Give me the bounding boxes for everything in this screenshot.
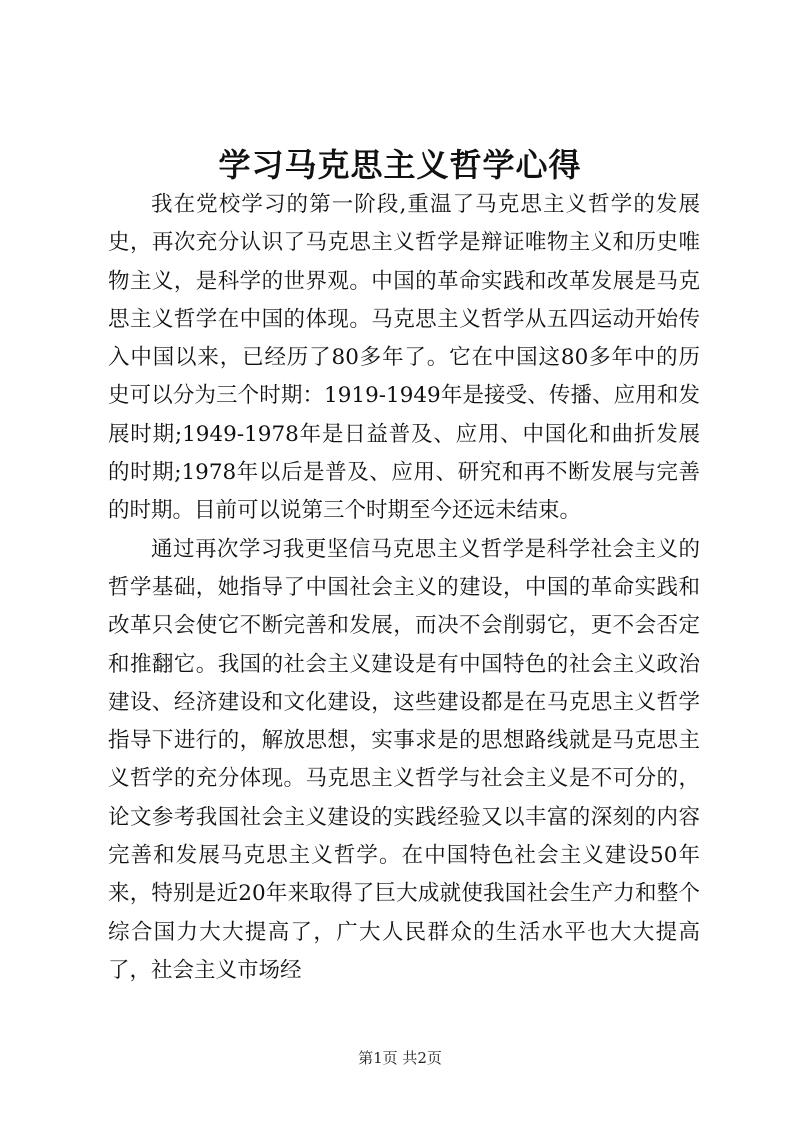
document-title: 学习马克思主义哲学心得	[218, 146, 582, 184]
paragraph-1: 我在党校学习的第一阶段,重温了马克思主义哲学的发展史，再次充分认识了马克思主义哲学是辩证唯物主义和历史唯物主义，是科学的世界观。中国的革命实践和改革发展是马克思主义哲学在中国的体现。马克思主义哲学从五四运动开始传入中国以来，已经历了80多年了。它在中国这80多年中的历史可以分为三个时期：1919-1949年是接受、传播、应用和发展时期;1949-1978年是日益普及、应用、中国化和曲折发展的时期;1978年以后是普及、应用、研究和再不断发展与完善的时期。目前可以说第三个时期至今还远未结束。	[108, 192, 700, 524]
page-number-footer: 第1页 共2页	[358, 1049, 442, 1067]
document-body	[108, 186, 700, 990]
paragraph-2: 通过再次学习我更坚信马克思主义哲学是科学社会主义的哲学基础，她指导了中国社会主义的建设，中国的革命实践和改革只会使它不断完善和发展，而决不会削弱它，更不会否定和推翻它。我国的社会主义建设是有中国特色的社会主义政治建设、经济建设和文化建设，这些建设都是在马克思主义哲学指导下进行的，解放思想，实事求是的思想路线就是马克思主义哲学的充分体现。马克思主义哲学与社会主义是不可分的，论文参考我国社会主义建设的实践经验又以丰富的深刻的内容完善和发展马克思主义哲学。在中国特色社会主义建设50年来，特别是近20年来取得了巨大成就使我国社会生产力和整个综合国力大大提高了，广大人民群众的生活水平也大大提高了，社会主义市场经	[108, 536, 700, 983]
